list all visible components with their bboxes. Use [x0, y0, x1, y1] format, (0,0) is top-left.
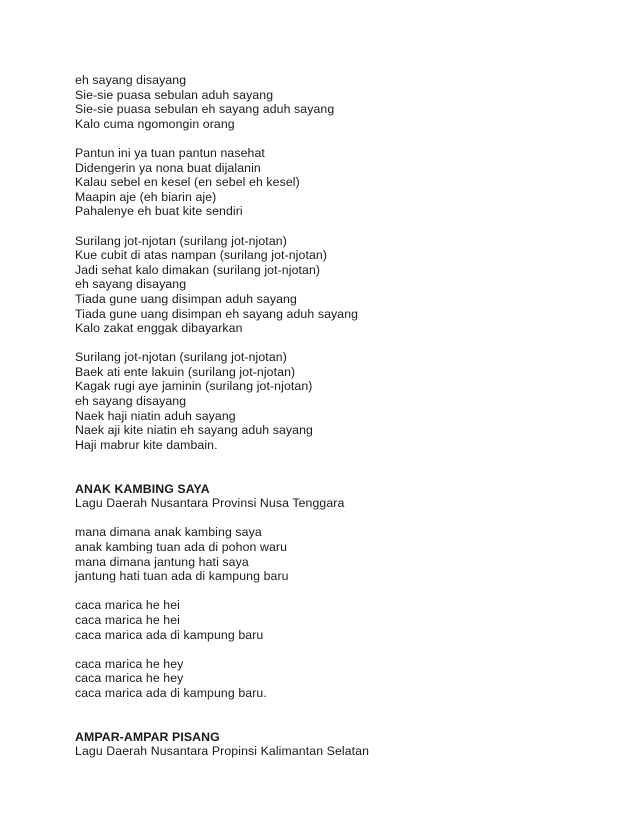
spacer — [75, 701, 615, 730]
document-page — [75, 73, 615, 759]
lyric-line: Sie-sie puasa sebulan eh sayang aduh sayang — [75, 102, 335, 117]
lyric-line: Pantun ini ya tuan pantun nasehat — [75, 145, 265, 160]
lyric-stanza — [75, 657, 615, 701]
song-subtitle: Lagu Daerah Nusantara Propinsi Kalimantan Selatan — [75, 744, 370, 759]
lyric-stanza — [75, 146, 615, 219]
lyric-line: anak kambing tuan ada di pohon waru — [75, 540, 288, 554]
lyric-line: caca marica he hei — [75, 612, 181, 627]
lyric-line: Tiada gune uang disimpan aduh sayang — [75, 291, 297, 306]
lyric-line: Haji mabrur kite dambain. — [75, 437, 218, 452]
lyric-line: Kagak rugi aye jaminin (surilang jot-njotan) — [75, 379, 313, 394]
spacer — [75, 584, 615, 599]
lyric-line: eh sayang disayang — [75, 277, 187, 292]
lyric-stanza — [75, 73, 615, 131]
lyric-line: caca marica he hei — [75, 598, 181, 613]
lyric-line: Sie-sie puasa sebulan aduh sayang — [75, 87, 274, 102]
lyric-stanza — [75, 525, 615, 583]
lyric-line: Naek aji kite niatin eh sayang aduh sayang — [75, 423, 313, 438]
lyric-line: caca marica ada di kampung baru — [75, 627, 264, 642]
lyric-line: Naek haji niatin aduh sayang — [75, 408, 236, 423]
lyric-line: Jadi sehat kalo dimakan (surilang jot-njotan) — [75, 262, 321, 277]
lyric-line: Tiada gune uang disimpan eh sayang aduh sayang — [75, 306, 359, 321]
song-subtitle: Lagu Daerah Nusantara Provinsi Nusa Tenggara — [75, 496, 345, 511]
lyric-line: jantung hati tuan ada di kampung baru — [75, 569, 289, 584]
lyric-line: Kue cubit di atas nampan (surilang jot-njotan) — [75, 248, 328, 263]
lyric-line: mana dimana anak kambing saya — [75, 525, 262, 540]
lyric-line: Surilang jot-njotan (surilang jot-njotan) — [75, 233, 287, 248]
lyric-stanza — [75, 598, 615, 642]
lyric-line: Baek ati ente lakuin (surilang jot-njotan) — [75, 364, 296, 379]
lyric-line: caca marica he hey — [75, 671, 184, 686]
lyric-line: caca marica he hey — [75, 656, 184, 671]
spacer — [75, 452, 615, 481]
lyric-stanza — [75, 350, 615, 452]
spacer — [75, 642, 615, 657]
lyric-stanza — [75, 234, 615, 336]
song-title: AMPAR-AMPAR PISANG — [75, 729, 220, 744]
lyric-line: mana dimana jantung hati saya — [75, 554, 249, 569]
lyric-line: caca marica ada di kampung baru. — [75, 685, 267, 700]
lyric-line: eh sayang disayang — [75, 394, 187, 409]
lyric-line: Surilang jot-njotan (surilang jot-njotan) — [75, 350, 287, 365]
spacer — [75, 511, 615, 526]
lyric-line: eh sayang disayang — [75, 73, 187, 87]
song-title: ANAK KAMBING SAYA — [75, 481, 210, 496]
lyric-line: Kalo zakat enggak dibayarkan — [75, 321, 243, 336]
lyric-line: Kalo cuma ngomongin orang — [75, 116, 235, 131]
spacer — [75, 336, 615, 351]
lyric-line: Maapin aje (eh biarin aje) — [75, 189, 217, 204]
lyric-line: Pahalenye eh buat kite sendiri — [75, 204, 243, 219]
lyric-line: Didengerin ya nona buat dijalanin — [75, 160, 261, 175]
spacer — [75, 131, 615, 146]
lyric-line: Kalau sebel en kesel (en sebel eh kesel) — [75, 175, 300, 190]
spacer — [75, 219, 615, 234]
